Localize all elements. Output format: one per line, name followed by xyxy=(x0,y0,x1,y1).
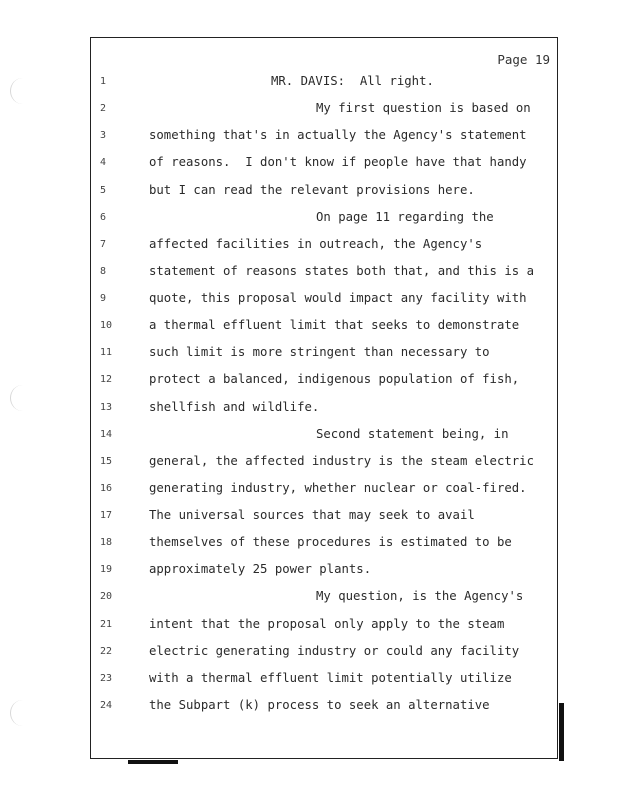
line-number: 19 xyxy=(100,564,113,576)
line-number: 7 xyxy=(100,238,107,250)
punch-hole-top xyxy=(10,78,35,104)
line-number: 18 xyxy=(100,537,113,549)
line-number: 15 xyxy=(100,455,113,467)
line-number: 3 xyxy=(100,130,107,142)
line-number: 21 xyxy=(100,618,113,630)
transcript-line: statement of reasons states both that, and this is a xyxy=(149,263,534,278)
transcript-line: My first question is based on xyxy=(316,101,531,116)
line-number: 20 xyxy=(100,591,113,603)
punch-hole-bottom xyxy=(10,700,35,726)
transcript-line: such limit is more stringent than necessary to xyxy=(149,345,490,360)
line-number: 9 xyxy=(100,293,107,304)
transcript-line: of reasons. I don't know if people have that handy xyxy=(149,155,527,170)
transcript-line: shellfish and wildlife. xyxy=(149,399,320,414)
line-number: 2 xyxy=(100,103,107,115)
transcript-line: something that's in actually the Agency's statement xyxy=(149,128,527,143)
transcript-line: quote, this proposal would impact any facility with xyxy=(149,291,527,305)
transcript-line: electric generating industry or could any facility xyxy=(149,643,520,658)
page-edge-shadow-bottom xyxy=(128,760,178,764)
line-number: 14 xyxy=(100,428,113,440)
line-number: 1 xyxy=(100,76,107,87)
transcript-line: affected facilities in outreach, the Agency's xyxy=(149,236,483,251)
line-number: 24 xyxy=(100,699,113,711)
line-number: 11 xyxy=(100,347,113,359)
line-number: 23 xyxy=(100,672,113,684)
transcript-line: protect a balanced, indigenous population of fish, xyxy=(149,372,520,387)
transcript-line: but I can read the relevant provisions here. xyxy=(149,182,475,197)
line-number: 12 xyxy=(100,374,113,386)
transcript-line: Second statement being, in xyxy=(316,426,509,441)
line-number: 6 xyxy=(100,211,107,223)
transcript-line: a thermal effluent limit that seeks to demonstrate xyxy=(149,318,520,333)
line-number: 5 xyxy=(100,184,107,196)
line-number: 17 xyxy=(100,510,113,521)
transcript-line: with a thermal effluent limit potentially utilize xyxy=(149,670,512,685)
transcript-line: themselves of these procedures is estimated to be xyxy=(149,535,512,550)
transcript-line: On page 11 regarding the xyxy=(316,209,494,224)
transcript-body xyxy=(149,68,554,719)
line-number: 13 xyxy=(100,401,113,413)
page-edge-shadow-right xyxy=(559,703,564,761)
line-number-column xyxy=(100,68,112,719)
transcript-line: the Subpart (k) process to seek an alternative xyxy=(149,697,490,712)
line-number: 22 xyxy=(100,645,113,657)
line-number: 4 xyxy=(100,157,107,169)
transcript-line-speaker: MR. DAVIS: All right. xyxy=(271,74,434,88)
transcript-line: generating industry, whether nuclear or coal-fired. xyxy=(149,480,527,495)
transcript-line: general, the affected industry is the steam electric xyxy=(149,453,534,468)
punch-hole-middle xyxy=(10,385,35,411)
line-number: 8 xyxy=(100,265,107,277)
transcript-line: approximately 25 power plants. xyxy=(149,562,372,577)
page-number: Page 19 xyxy=(497,52,550,67)
line-number: 16 xyxy=(100,482,113,494)
transcript-line: The universal sources that may seek to avail xyxy=(149,508,475,522)
line-number: 10 xyxy=(100,320,113,332)
transcript-line: intent that the proposal only apply to the steam xyxy=(149,616,505,631)
transcript-line: My question, is the Agency's xyxy=(316,589,524,604)
